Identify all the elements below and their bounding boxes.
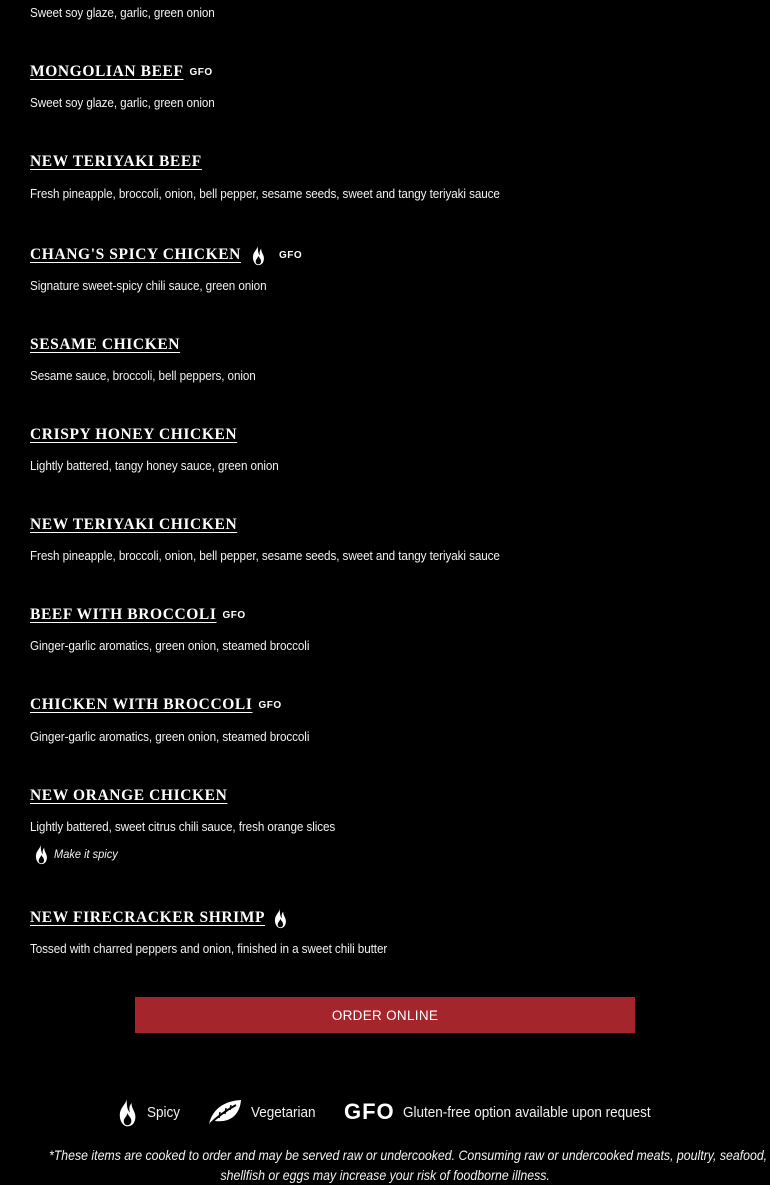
menu-item-mongolian-beef[interactable]: MONGOLIAN BEEF — [30, 63, 184, 80]
menu-item-title-row — [30, 63, 213, 81]
disclaimer-line-1: *These items are cooked to order and may be served raw or undercooked. Consuming raw or undercooked meats, poultry, seafood, — [48, 1147, 768, 1163]
gfo-badge: GFO — [278, 249, 303, 261]
item-description: Tossed with charred peppers and onion, finished in a sweet chili butter — [30, 941, 388, 956]
flame-icon — [115, 1095, 139, 1129]
menu-item-new-teriyaki-chicken[interactable]: NEW TERIYAKI CHICKEN — [30, 516, 238, 533]
menu-item-title-row — [30, 907, 289, 929]
item-description: Lightly battered, tangy honey sauce, green onion — [30, 458, 279, 473]
menu-item-new-teriyaki-beef[interactable]: NEW TERIYAKI BEEF — [30, 153, 202, 170]
menu-item-crispy-honey-chicken[interactable]: CRISPY HONEY CHICKEN — [30, 426, 238, 443]
menu-item-changs-spicy-chicken[interactable]: CHANG'S SPICY CHICKEN — [30, 246, 241, 263]
item-description: Fresh pineapple, broccoli, onion, bell pepper, sesame seeds, sweet and tangy teriyaki sauce — [30, 548, 500, 563]
item-description: Ginger-garlic aromatics, green onion, steamed broccoli — [30, 729, 310, 744]
menu-item-beef-with-broccoli[interactable]: BEEF WITH BROCCOLI — [30, 606, 217, 623]
menu-item-new-orange-chicken[interactable]: NEW ORANGE CHICKEN — [30, 787, 228, 804]
legend-spicy-label: Spicy — [147, 1103, 181, 1121]
menu-item-title-row — [30, 426, 237, 444]
legend-spicy — [115, 1094, 184, 1130]
gfo-badge: GFO — [222, 609, 246, 621]
gfo-badge: GFO — [258, 699, 282, 711]
legend-vegetarian-label: Vegetarian — [251, 1103, 316, 1121]
disclaimer-line-2: shellfish or eggs may increase your risk of foodborne illness. — [220, 1167, 550, 1183]
menu-item-new-firecracker-shrimp[interactable]: NEW FIRECRACKER SHRIMP — [30, 909, 266, 926]
flame-icon — [249, 244, 267, 266]
menu-item-sesame-chicken[interactable]: SESAME CHICKEN — [30, 336, 181, 353]
item-description: Sesame sauce, broccoli, bell peppers, onion — [30, 368, 256, 383]
gfo-badge: GFO — [189, 66, 213, 78]
item-description: Lightly battered, sweet citrus chili sauce, fresh orange slices — [30, 819, 336, 834]
make-it-spicy-note — [32, 843, 123, 865]
menu-item-title-row — [30, 606, 246, 624]
menu-item-title-row — [30, 336, 180, 354]
item-description: Signature sweet-spicy chili sauce, green onion — [30, 278, 267, 293]
item-description: Sweet soy glaze, garlic, green onion — [30, 5, 215, 20]
order-online-button[interactable]: ORDER ONLINE — [135, 997, 635, 1033]
legend — [0, 1094, 770, 1130]
menu-item-title-row — [30, 153, 202, 171]
item-description: Fresh pineapple, broccoli, onion, bell pepper, sesame seeds, sweet and tangy teriyaki sauce — [30, 186, 500, 201]
flame-icon — [271, 907, 289, 929]
make-it-spicy-label: Make it spicy — [54, 847, 118, 861]
menu-item-title-row — [30, 516, 237, 534]
legend-vegetarian — [207, 1094, 323, 1130]
flame-icon — [32, 843, 50, 865]
leaf-icon — [207, 1098, 243, 1126]
raw-food-disclaimer — [0, 1145, 770, 1185]
item-description: Ginger-garlic aromatics, green onion, steamed broccoli — [30, 638, 310, 653]
legend-gfo-label: Gluten-free option available upon request — [402, 1103, 651, 1121]
item-description: Sweet soy glaze, garlic, green onion — [30, 95, 215, 110]
menu-item-title-row — [30, 244, 302, 266]
legend-gfo — [344, 1094, 678, 1130]
menu-item-title-row — [30, 787, 227, 805]
menu-item-title-row — [30, 696, 282, 714]
gfo-badge-large: GFO — [344, 1099, 395, 1124]
menu-item-chicken-with-broccoli[interactable]: CHICKEN WITH BROCCOLI — [30, 696, 253, 713]
